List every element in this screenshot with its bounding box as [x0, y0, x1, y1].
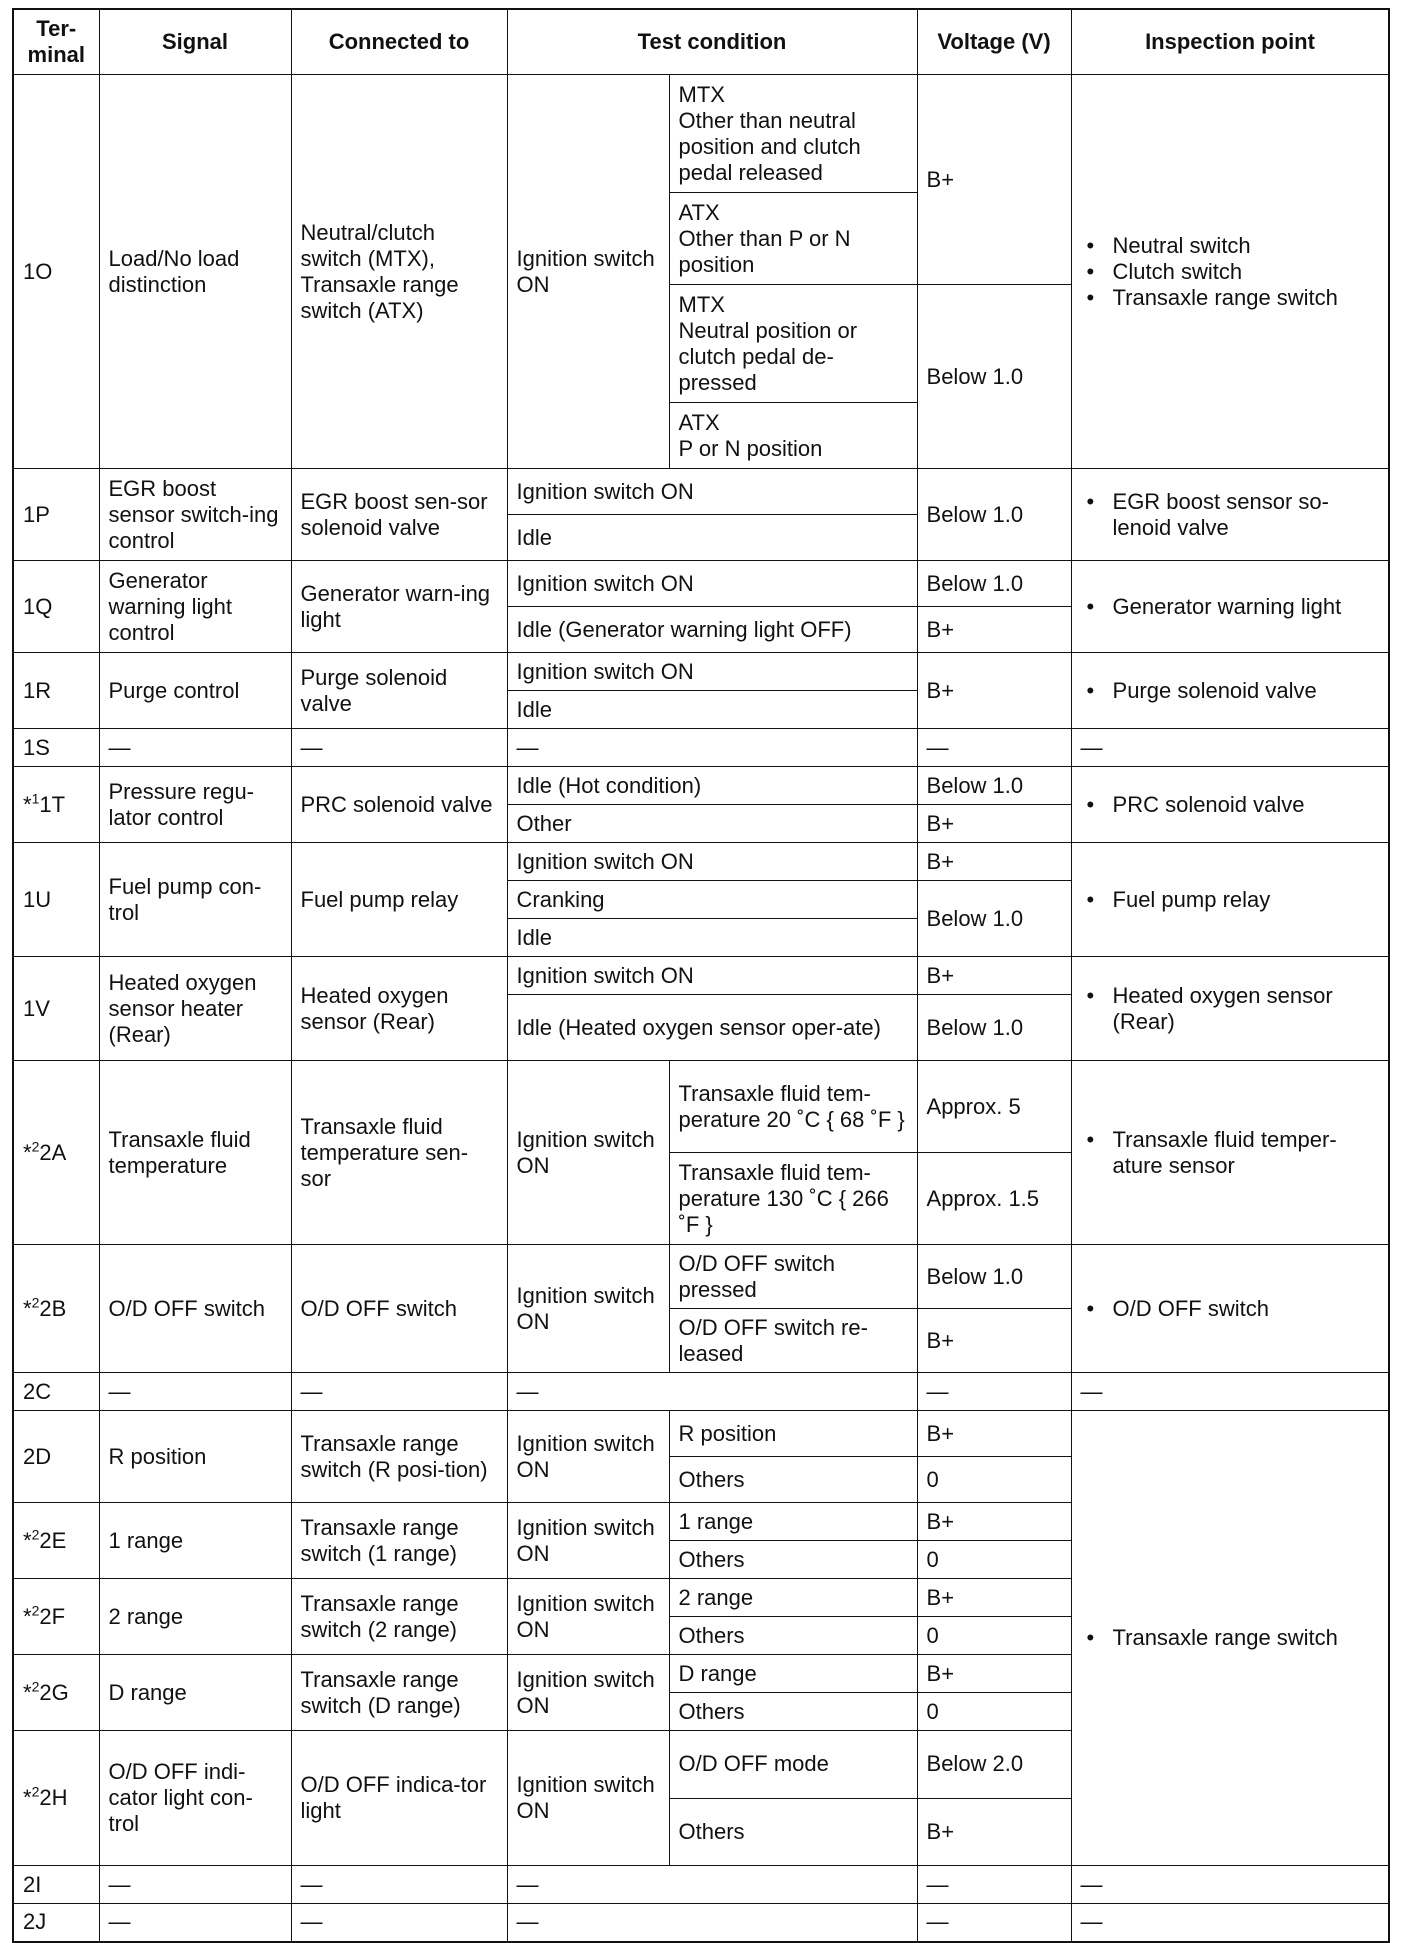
- dash-cell: —: [99, 729, 291, 767]
- terminal-cell: 2D: [13, 1411, 99, 1503]
- header-signal: Signal: [99, 9, 291, 75]
- sub-condition-cell: Transaxle fluid tem-perature 130 ˚C { 266 ˚F }: [669, 1153, 917, 1245]
- connected-cell: Purge solenoid valve: [291, 653, 507, 729]
- sub-condition-cell: O/D OFF mode: [669, 1731, 917, 1799]
- terminal-prefix: *: [23, 1527, 32, 1553]
- inspection-list: [1081, 983, 1380, 1035]
- terminal-cell: 1U: [13, 843, 99, 957]
- signal-cell: Heated oxygen sensor heater (Rear): [99, 957, 291, 1061]
- table-row: [13, 561, 1389, 607]
- header-row: [13, 9, 1389, 75]
- terminal-id: 2E: [39, 1527, 67, 1553]
- terminal-cell: 2I: [13, 1866, 99, 1904]
- header-inspection-point: Inspection point: [1071, 9, 1389, 75]
- terminal-cell: 1Q: [13, 561, 99, 653]
- dash-cell: —: [291, 729, 507, 767]
- signal-cell: O/D OFF indi-cator light con-trol: [99, 1731, 291, 1866]
- connected-cell: Transaxle fluid temperature sen-sor: [291, 1061, 507, 1245]
- signal-cell: EGR boost sensor switch-ing control: [99, 469, 291, 561]
- connected-cell: O/D OFF indica-tor light: [291, 1731, 507, 1866]
- inspection-list: [1081, 233, 1380, 311]
- table-row: [13, 1245, 1389, 1309]
- voltage-cell: Below 1.0: [917, 561, 1071, 607]
- terminal-prefix: *: [23, 1679, 32, 1705]
- connected-cell: Transaxle range switch (R posi-tion): [291, 1411, 507, 1503]
- table-row: [13, 1411, 1389, 1457]
- terminal-note: 2: [31, 1602, 40, 1619]
- sub-condition-cell: O/D OFF switch pressed: [669, 1245, 917, 1309]
- terminal-cell: [13, 1731, 99, 1866]
- sub-condition-cell: D range: [669, 1655, 917, 1693]
- terminal-cell: 1R: [13, 653, 99, 729]
- dash-cell: —: [1071, 1866, 1389, 1904]
- dash-cell: —: [291, 1904, 507, 1942]
- terminal-cell: [13, 1061, 99, 1245]
- condition-cell: Ignition switch ON: [507, 843, 917, 881]
- terminal-id: 2B: [39, 1295, 67, 1321]
- dash-cell: —: [507, 729, 917, 767]
- terminal-prefix: *: [23, 791, 32, 817]
- table-row: [13, 75, 1389, 193]
- voltage-cell: B+: [917, 1655, 1071, 1693]
- voltage-cell: 0: [917, 1541, 1071, 1579]
- terminal-id: 2A: [39, 1139, 67, 1165]
- inspection-cell: [1071, 75, 1389, 469]
- voltage-cell: Below 1.0: [917, 767, 1071, 805]
- voltage-cell: 0: [917, 1617, 1071, 1655]
- signal-cell: Purge control: [99, 653, 291, 729]
- table-row: [13, 1866, 1389, 1904]
- voltage-cell: 0: [917, 1457, 1071, 1503]
- voltage-cell: B+: [917, 1579, 1071, 1617]
- table-row: [13, 729, 1389, 767]
- header-terminal: Ter- minal: [13, 9, 99, 75]
- terminal-cell: 1S: [13, 729, 99, 767]
- inspection-cell: [1071, 561, 1389, 653]
- voltage-cell: Below 1.0: [917, 881, 1071, 957]
- inspection-cell: [1071, 1245, 1389, 1373]
- inspection-item: • Neutral switch: [1081, 233, 1380, 259]
- signal-cell: Load/No load distinction: [99, 75, 291, 469]
- signal-cell: Pressure regu-lator control: [99, 767, 291, 843]
- sub-condition-cell: Others: [669, 1693, 917, 1731]
- terminal-id: 2F: [39, 1603, 66, 1629]
- terminal-id: 1T: [39, 791, 66, 817]
- connected-cell: PRC solenoid valve: [291, 767, 507, 843]
- voltage-cell: B+: [917, 1309, 1071, 1373]
- terminal-note: 2: [31, 1138, 40, 1155]
- dash-cell: —: [1071, 729, 1389, 767]
- dash-cell: —: [917, 1904, 1071, 1942]
- dash-cell: —: [507, 1373, 917, 1411]
- connected-cell: Transaxle range switch (2 range): [291, 1579, 507, 1655]
- voltage-cell: B+: [917, 75, 1071, 285]
- dash-cell: —: [917, 729, 1071, 767]
- inspection-list: [1081, 887, 1380, 913]
- terminal-note: 1: [31, 790, 40, 807]
- sub-condition-cell: 2 range: [669, 1579, 917, 1617]
- condition-cell: Idle (Generator warning light OFF): [507, 607, 917, 653]
- terminal-prefix: *: [23, 1603, 32, 1629]
- voltage-cell: Below 1.0: [917, 469, 1071, 561]
- terminal-prefix: *: [23, 1139, 32, 1165]
- voltage-cell: Below 2.0: [917, 1731, 1071, 1799]
- connected-cell: Transaxle range switch (1 range): [291, 1503, 507, 1579]
- table-row: [13, 843, 1389, 881]
- voltage-cell: Below 1.0: [917, 1245, 1071, 1309]
- voltage-cell: Below 1.0: [917, 285, 1071, 469]
- inspection-item: • Purge solenoid valve: [1081, 678, 1380, 704]
- inspection-item: • O/D OFF switch: [1081, 1296, 1380, 1322]
- dash-cell: —: [291, 1866, 507, 1904]
- inspection-item: • Clutch switch: [1081, 259, 1380, 285]
- signal-cell: R position: [99, 1411, 291, 1503]
- terminal-cell: 1V: [13, 957, 99, 1061]
- voltage-cell: B+: [917, 653, 1071, 729]
- connected-cell: Transaxle range switch (D range): [291, 1655, 507, 1731]
- terminal-note: 2: [31, 1526, 40, 1543]
- inspection-cell: [1071, 767, 1389, 843]
- terminal-cell: [13, 1245, 99, 1373]
- dash-cell: —: [99, 1866, 291, 1904]
- inspection-cell: [1071, 469, 1389, 561]
- terminal-cell: [13, 1579, 99, 1655]
- inspection-list: [1081, 792, 1380, 818]
- dash-cell: —: [99, 1904, 291, 1942]
- voltage-cell: Below 1.0: [917, 995, 1071, 1061]
- sub-condition-cell: O/D OFF switch re-leased: [669, 1309, 917, 1373]
- main-condition-cell: Ignition switch ON: [507, 1061, 669, 1245]
- sub-condition-cell: Others: [669, 1798, 917, 1866]
- sub-condition-cell: Transaxle fluid tem-perature 20 ˚C { 68 ˚F }: [669, 1061, 917, 1153]
- condition-cell: Other: [507, 805, 917, 843]
- inspection-list: [1081, 1296, 1380, 1322]
- signal-cell: 2 range: [99, 1579, 291, 1655]
- inspection-cell: [1071, 957, 1389, 1061]
- dash-cell: —: [1071, 1373, 1389, 1411]
- inspection-item: • Transaxle range switch: [1081, 285, 1380, 311]
- condition-cell: Cranking: [507, 881, 917, 919]
- voltage-cell: Approx. 5: [917, 1061, 1071, 1153]
- table-row: [13, 1904, 1389, 1942]
- sub-condition-cell: R position: [669, 1411, 917, 1457]
- main-condition-cell: Ignition switch ON: [507, 1503, 669, 1579]
- signal-cell: 1 range: [99, 1503, 291, 1579]
- page: [12, 8, 1388, 1943]
- inspection-cell: [1071, 653, 1389, 729]
- terminal-note: 2: [31, 1678, 40, 1695]
- terminal-prefix: *: [23, 1295, 32, 1321]
- voltage-cell: B+: [917, 1798, 1071, 1866]
- dash-cell: —: [917, 1373, 1071, 1411]
- dash-cell: —: [507, 1904, 917, 1942]
- dash-cell: —: [291, 1373, 507, 1411]
- inspection-item: • Transaxle fluid temper-ature sensor: [1081, 1127, 1380, 1179]
- inspection-item: • Transaxle range switch: [1081, 1625, 1380, 1651]
- condition-cell: Idle: [507, 919, 917, 957]
- connected-cell: Generator warn-ing light: [291, 561, 507, 653]
- connected-cell: O/D OFF switch: [291, 1245, 507, 1373]
- table-row: [13, 957, 1389, 995]
- header-voltage: Voltage (V): [917, 9, 1071, 75]
- header-test-condition: Test condition: [507, 9, 917, 75]
- main-condition-cell: Ignition switch ON: [507, 1411, 669, 1503]
- voltage-cell: B+: [917, 1411, 1071, 1457]
- main-condition-cell: Ignition switch ON: [507, 1245, 669, 1373]
- table-row: [13, 653, 1389, 691]
- inspection-list: [1081, 594, 1380, 620]
- terminal-cell: 1O: [13, 75, 99, 469]
- terminal-cell: 2C: [13, 1373, 99, 1411]
- signal-cell: Fuel pump con-trol: [99, 843, 291, 957]
- sub-condition-cell: ATX P or N position: [669, 403, 917, 469]
- signal-cell: D range: [99, 1655, 291, 1731]
- inspection-item: • EGR boost sensor so-lenoid valve: [1081, 489, 1380, 541]
- dash-cell: —: [917, 1866, 1071, 1904]
- inspection-cell: [1071, 1061, 1389, 1245]
- inspection-cell: [1071, 1411, 1389, 1866]
- sub-condition-cell: MTX Neutral position or clutch pedal de-pressed: [669, 285, 917, 403]
- inspection-list: [1081, 1127, 1380, 1179]
- condition-cell: Ignition switch ON: [507, 957, 917, 995]
- condition-cell: Idle: [507, 691, 917, 729]
- inspection-list: [1081, 1625, 1380, 1651]
- terminal-cell: 1P: [13, 469, 99, 561]
- table-row: [13, 469, 1389, 515]
- table-row: [13, 1061, 1389, 1153]
- condition-cell: Ignition switch ON: [507, 561, 917, 607]
- terminal-prefix: *: [23, 1785, 32, 1810]
- connected-cell: Fuel pump relay: [291, 843, 507, 957]
- dash-cell: —: [99, 1373, 291, 1411]
- main-condition-cell: Ignition switch ON: [507, 75, 669, 469]
- sub-condition-cell: Others: [669, 1617, 917, 1655]
- signal-cell: Generator warning light control: [99, 561, 291, 653]
- voltage-cell: B+: [917, 805, 1071, 843]
- condition-cell: Ignition switch ON: [507, 653, 917, 691]
- sub-condition-cell: MTX Other than neutral position and clutch pedal released: [669, 75, 917, 193]
- sub-condition-cell: 1 range: [669, 1503, 917, 1541]
- sub-condition-cell: ATX Other than P or N position: [669, 193, 917, 285]
- inspection-item: • Generator warning light: [1081, 594, 1380, 620]
- inspection-item: • Fuel pump relay: [1081, 887, 1380, 913]
- connected-cell: EGR boost sen-sor solenoid valve: [291, 469, 507, 561]
- dash-cell: —: [1071, 1904, 1389, 1942]
- terminal-cell: 2J: [13, 1904, 99, 1942]
- terminal-cell: [13, 767, 99, 843]
- terminal-id: 2H: [39, 1785, 68, 1810]
- voltage-cell: Approx. 1.5: [917, 1153, 1071, 1245]
- signal-cell: O/D OFF switch: [99, 1245, 291, 1373]
- header-connected-to: Connected to: [291, 9, 507, 75]
- inspection-list: [1081, 489, 1380, 541]
- voltage-cell: B+: [917, 607, 1071, 653]
- condition-cell: Idle (Hot condition): [507, 767, 917, 805]
- voltage-cell: B+: [917, 957, 1071, 995]
- connected-cell: Heated oxygen sensor (Rear): [291, 957, 507, 1061]
- inspection-item: • Heated oxygen sensor (Rear): [1081, 983, 1380, 1035]
- sub-condition-cell: Others: [669, 1541, 917, 1579]
- connected-cell: Neutral/clutch switch (MTX), Transaxle range switch (ATX): [291, 75, 507, 469]
- voltage-cell: B+: [917, 843, 1071, 881]
- dash-cell: —: [507, 1866, 917, 1904]
- condition-cell: Ignition switch ON: [507, 469, 917, 515]
- table-row: [13, 1373, 1389, 1411]
- sub-condition-cell: Others: [669, 1457, 917, 1503]
- terminal-cell: [13, 1503, 99, 1579]
- condition-cell: Idle: [507, 515, 917, 561]
- terminal-id: 2G: [39, 1679, 69, 1705]
- terminal-note: 2: [31, 1294, 40, 1311]
- inspection-list: [1081, 678, 1380, 704]
- voltage-cell: 0: [917, 1693, 1071, 1731]
- main-condition-cell: Ignition switch ON: [507, 1579, 669, 1655]
- inspection-item: • PRC solenoid valve: [1081, 792, 1380, 818]
- inspection-cell: [1071, 843, 1389, 957]
- condition-cell: Idle (Heated oxygen sensor oper-ate): [507, 995, 917, 1061]
- main-condition-cell: Ignition switch ON: [507, 1731, 669, 1866]
- terminal-note: 2: [31, 1783, 40, 1800]
- terminal-cell: [13, 1655, 99, 1731]
- voltage-cell: B+: [917, 1503, 1071, 1541]
- terminal-spec-table: [12, 8, 1390, 1943]
- main-condition-cell: Ignition switch ON: [507, 1655, 669, 1731]
- signal-cell: Transaxle fluid temperature: [99, 1061, 291, 1245]
- table-row: [13, 767, 1389, 805]
